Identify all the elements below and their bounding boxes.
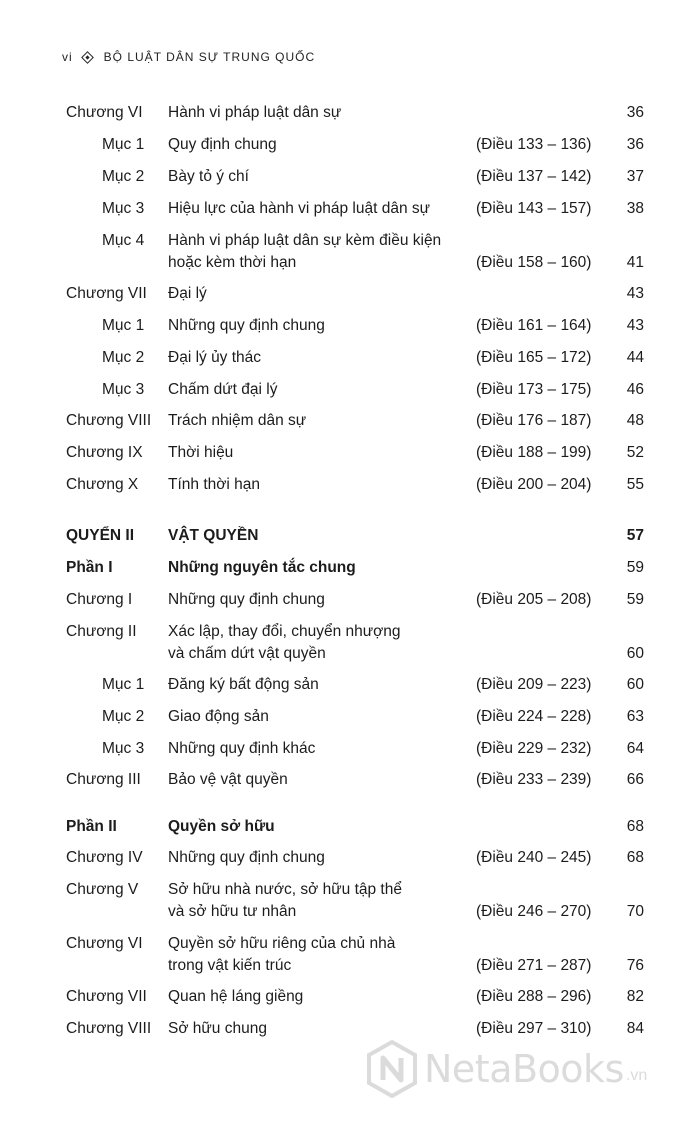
toc-entry-label: Chương VIII: [66, 412, 152, 429]
toc-entry-page-number: 64: [626, 740, 644, 757]
toc-entry-title-line: Thời hiệu: [168, 444, 234, 461]
toc-entry-title: [168, 738, 468, 760]
toc-entry-page-number: 43: [626, 285, 644, 302]
toc-entry-articles: (Điều 233 – 239): [476, 771, 592, 788]
toc-entry-title-line: Giao động sản: [168, 708, 269, 725]
toc-entry-title: [168, 283, 468, 305]
netabooks-logo-icon: [366, 1040, 418, 1098]
toc-entry-page-number: 66: [626, 771, 644, 788]
toc-entry-page-number: 48: [626, 412, 644, 429]
toc-entry-title-line: Hiệu lực của hành vi pháp luật dân sự: [168, 200, 431, 217]
toc-entry-title: [168, 1018, 468, 1040]
toc-entry-label: QUYỂN II: [66, 527, 135, 544]
watermark-tld: .vn: [625, 1067, 648, 1084]
toc-entry-label: Mục 1: [102, 136, 145, 153]
toc-entry-title: [168, 674, 468, 696]
toc-entry-articles: (Điều 161 – 164): [476, 317, 592, 334]
toc-entry-page-number: 60: [626, 645, 644, 662]
watermark: [366, 1040, 647, 1098]
toc-entry-title-line: Bày tỏ ý chí: [168, 168, 249, 185]
toc-entry-page-number: 63: [626, 708, 644, 725]
toc-entry-title-line: Những nguyên tắc chung: [168, 559, 356, 576]
toc-entry-page-number: 36: [626, 136, 644, 153]
toc-entry-page-number: 76: [626, 957, 644, 974]
toc-entry-page-number: 68: [626, 818, 644, 835]
toc-entry-page-number: 59: [626, 591, 644, 608]
toc-entry-title-line: Đại lý ủy thác: [168, 349, 262, 366]
toc-entry-articles: (Điều 297 – 310): [476, 1020, 592, 1037]
toc-entry-title: [168, 230, 468, 274]
toc-entry-articles: (Điều 165 – 172): [476, 349, 592, 366]
toc-entry-title: [168, 879, 468, 923]
toc-entry-title: [168, 557, 468, 579]
toc-entry-label: Phần II: [66, 818, 117, 835]
toc-entry-articles: (Điều 288 – 296): [476, 988, 592, 1005]
toc-entry-articles: (Điều 224 – 228): [476, 708, 592, 725]
toc-entry-articles: (Điều 209 – 223): [476, 676, 592, 693]
toc-entry-articles: (Điều 176 – 187): [476, 412, 592, 429]
toc-entry-title: [168, 986, 468, 1008]
toc-entry-title: [168, 525, 468, 547]
toc-entry-title-line: Những quy định chung: [168, 317, 325, 334]
toc-entry-title-line: trong vật kiến trúc: [168, 957, 292, 974]
toc-entry-articles: (Điều 143 – 157): [476, 200, 592, 217]
toc-entry-label: Mục 3: [102, 200, 145, 217]
toc-entry-title: [168, 769, 468, 791]
toc-entry-title: [168, 474, 468, 496]
toc-entry-label: Mục 1: [102, 676, 145, 693]
toc-entry-title: [168, 315, 468, 337]
toc-entry-title-line: Sở hữu chung: [168, 1020, 267, 1037]
toc-entry-title: [168, 102, 468, 124]
toc-entry-label: Mục 2: [102, 168, 145, 185]
toc-entry-label: Chương VI: [66, 104, 143, 121]
toc-entry-label: Chương III: [66, 771, 141, 788]
toc-entry-title-line: Chấm dứt đại lý: [168, 381, 278, 398]
toc-entry-page-number: 60: [626, 676, 644, 693]
toc-entry-page-number: 41: [626, 254, 644, 271]
toc-entry-page-number: 52: [626, 444, 644, 461]
toc-entry-label: Mục 4: [102, 232, 145, 249]
diamond-ornament-icon: [81, 51, 94, 64]
toc-entry-page-number: 57: [626, 527, 644, 544]
toc-entry-label: Chương V: [66, 881, 139, 898]
toc-entry-label: Mục 3: [102, 381, 145, 398]
toc-entry-title-line: Quan hệ láng giềng: [168, 988, 304, 1005]
toc-entry-title: [168, 134, 468, 156]
running-header: [62, 50, 315, 64]
page-folio: vi: [62, 50, 73, 64]
toc-entry-page-number: 68: [626, 849, 644, 866]
toc-entry-articles: (Điều 158 – 160): [476, 254, 592, 271]
toc-entry-articles: (Điều 137 – 142): [476, 168, 592, 185]
toc-entry-title: [168, 442, 468, 464]
toc-entry-title-line: Trách nhiệm dân sự: [168, 412, 307, 429]
toc-entry-page-number: 37: [626, 168, 644, 185]
toc-entry-title: [168, 198, 468, 220]
toc-entry-title-line: và chấm dứt vật quyền: [168, 645, 326, 662]
toc-entry-page-number: 82: [626, 988, 644, 1005]
toc-entry-label: Phần I: [66, 559, 113, 576]
toc-entry-label: Chương VI: [66, 935, 143, 952]
toc-entry-page-number: 70: [626, 903, 644, 920]
toc-entry-title-line: Bảo vệ vật quyền: [168, 771, 288, 788]
toc-entry-title-line: Hành vi pháp luật dân sự: [168, 104, 342, 121]
toc-entry-page-number: 55: [626, 476, 644, 493]
toc-entry-articles: (Điều 205 – 208): [476, 591, 592, 608]
toc-entry-page-number: 38: [626, 200, 644, 217]
toc-entry-page-number: 43: [626, 317, 644, 334]
toc-entry-title: [168, 347, 468, 369]
toc-entry-title: [168, 847, 468, 869]
toc-entry-label: Mục 1: [102, 317, 145, 334]
toc-entry-articles: (Điều 173 – 175): [476, 381, 592, 398]
toc-entry-label: Chương IX: [66, 444, 143, 461]
toc-entry-title: [168, 933, 468, 977]
toc-entry-title: [168, 706, 468, 728]
toc-entry-title-line: Quyền sở hữu: [168, 818, 275, 835]
toc-entry-label: Chương II: [66, 623, 137, 640]
toc-entry-title-line: Những quy định chung: [168, 591, 325, 608]
toc-entry-page-number: 84: [626, 1020, 644, 1037]
toc-entry-articles: (Điều 229 – 232): [476, 740, 592, 757]
toc-entry-title-line: và sở hữu tư nhân: [168, 903, 297, 920]
toc-entry-title-line: Sở hữu nhà nước, sở hữu tập thể: [168, 881, 402, 898]
toc-entry-title-line: Đại lý: [168, 285, 207, 302]
toc-entry-title-line: VẬT QUYỀN: [168, 527, 259, 544]
toc-entry-page-number: 44: [626, 349, 644, 366]
toc-entry-label: Chương X: [66, 476, 139, 493]
toc-entry-title-line: Đăng ký bất động sản: [168, 676, 319, 693]
toc-entry-page-number: 36: [626, 104, 644, 121]
toc-entry-label: Chương I: [66, 591, 133, 608]
toc-entry-title: [168, 816, 468, 838]
toc-entry-title-line: hoặc kèm thời hạn: [168, 254, 297, 271]
toc-entry-articles: (Điều 188 – 199): [476, 444, 592, 461]
toc-entry-articles: (Điều 271 – 287): [476, 957, 592, 974]
toc-entry-articles: (Điều 246 – 270): [476, 903, 592, 920]
toc-entry-label: Chương VIII: [66, 1020, 152, 1037]
toc-entry-title-line: Quy định chung: [168, 136, 277, 153]
toc-entry-page-number: 46: [626, 381, 644, 398]
toc-entry-title-line: Những quy định chung: [168, 849, 325, 866]
toc-entry-title: [168, 589, 468, 611]
running-title: BỘ LUẬT DÂN SỰ TRUNG QUỐC: [103, 50, 316, 64]
toc-entry-title: [168, 410, 468, 432]
toc-entry-label: Mục 3: [102, 740, 145, 757]
toc-entry-label: Chương IV: [66, 849, 143, 866]
watermark-brand: NetaBooks: [424, 1047, 624, 1091]
toc-entry-title: [168, 621, 468, 665]
toc-entry-title-line: Những quy định khác: [168, 740, 316, 757]
toc-entry-label: Chương VII: [66, 285, 147, 302]
toc-entry-page-number: 59: [626, 559, 644, 576]
toc-entry-title-line: Quyền sở hữu riêng của chủ nhà: [168, 935, 396, 952]
toc-entry-title-line: Hành vi pháp luật dân sự kèm điều kiện: [168, 232, 442, 249]
toc-entry-articles: (Điều 240 – 245): [476, 849, 592, 866]
toc-entry-label: Mục 2: [102, 708, 145, 725]
toc-entry-title: [168, 379, 468, 401]
toc-entry-title-line: Tính thời hạn: [168, 476, 261, 493]
toc-entry-label: Mục 2: [102, 349, 145, 366]
toc-entry-label: Chương VII: [66, 988, 147, 1005]
toc-entry-articles: (Điều 200 – 204): [476, 476, 592, 493]
toc-entry-title-line: Xác lập, thay đổi, chuyển nhượng: [168, 623, 401, 640]
toc-entry-title: [168, 166, 468, 188]
toc-entry-articles: (Điều 133 – 136): [476, 136, 592, 153]
